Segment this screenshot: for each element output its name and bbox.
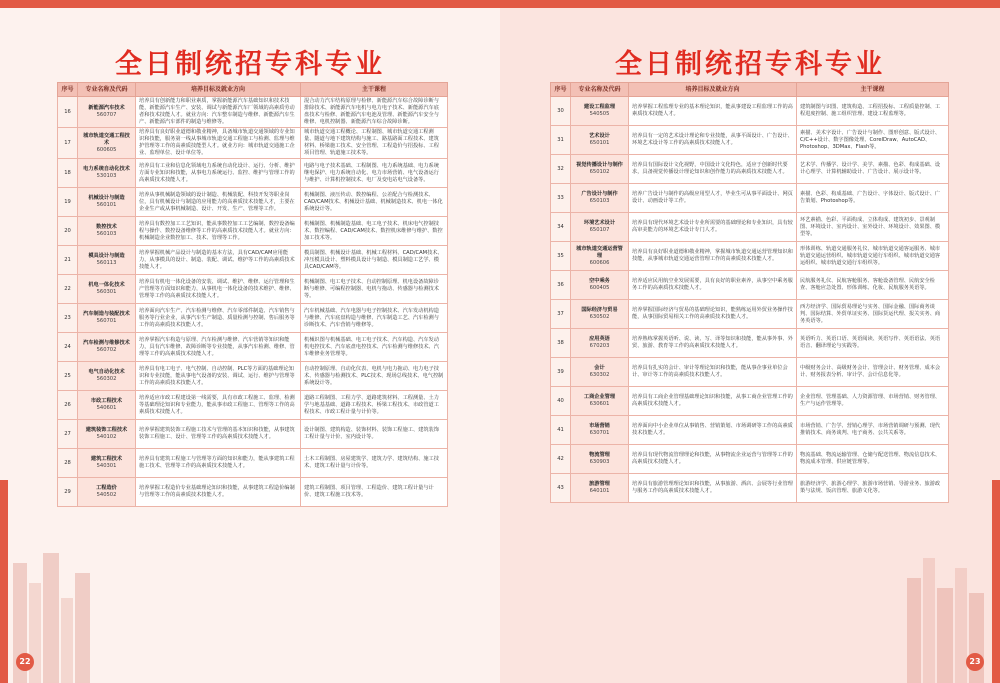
major-name-cell	[78, 333, 136, 362]
target-text: 培养适应市政工程建设第一线需要，具有市政工程施工、监理、检测等基础理论知识和专业能力，能从事市政工程施工、管理等工作的高素质技术技能人才。	[136, 391, 301, 420]
major-name: 机械设计与制造	[88, 195, 125, 201]
major-name: 新能源汽车技术	[88, 105, 125, 111]
courses-text: 设计制图、建筑构造、装饰材料、装饰工程施工、建筑装饰工程计量与计价、室内设计等。	[301, 420, 448, 449]
row-number: 31	[551, 126, 571, 155]
target-text: 培养具有数控加工工艺知识，能从事数控加工工艺编制、数控设备编程与操作、数控设备维修等工作的高素质技术技能人才。就业方向：机械制造企业数控加工、技术、管理等工作。	[136, 217, 301, 246]
row-number: 27	[58, 420, 78, 449]
table-header	[58, 83, 448, 97]
courses-text: 建筑工程制图、项目管理、工程造价、建筑工程计量与计价、建筑工程施工技术等。	[301, 478, 448, 507]
courses-text: 建筑制图与识图、建筑构造、工程招投标、工程质量控制、工程进度控制、施工组织管理、建设工程监理等。	[797, 97, 949, 126]
major-name-cell	[571, 242, 629, 271]
target-text: 培养面向汽车生产、汽车检测与维修、汽车零部件制造、汽车销售与服务等行业企业，从事汽车生产制造、质量检测与控制、售后服务等工作的高素质技术技能人才。	[136, 304, 301, 333]
major-code: 650107	[589, 227, 610, 233]
major-code: 540301	[96, 463, 117, 469]
row-number: 17	[58, 128, 78, 159]
row-number: 26	[58, 391, 78, 420]
major-name: 艺术设计	[589, 133, 610, 139]
row-number: 43	[551, 474, 571, 503]
target-text: 培养广告设计与制作的高级应用型人才，毕业生可从事平面设计、网页设计、动画设计等工作。	[629, 184, 797, 213]
table-row	[58, 97, 448, 128]
row-number: 24	[58, 333, 78, 362]
target-text: 培养适应民用航空业发展需要，具有良好的职业素养，从事空中乘务服务工作的高素质技术技能人才。	[629, 271, 797, 300]
target-text: 培养具有电工电子、电气控制、自动控制、PLC等方面的基础理论知识和专业技能，能从事电气设备的安装、调试、运行、维护与管理等工作的高素质技术技能人才。	[136, 362, 301, 391]
target-text: 培养具有现代环境艺术设计专业所需要的基础理论和专业知识，具有较高审美能力的环境艺术设计专门人才。	[629, 213, 797, 242]
table-header	[551, 83, 949, 97]
page-number: 22	[16, 653, 34, 671]
courses-text: 土木工程制图、房屋建筑学、建筑力学、建筑结构、施工技术、建筑工程计量与计价等。	[301, 449, 448, 478]
major-code: 540502	[96, 492, 117, 498]
table-row	[551, 416, 949, 445]
courses-text: 素描、色彩、构成基础、广告设计、字体设计、版式设计、广告策划、Photoshop等。	[797, 184, 949, 213]
table-row	[58, 188, 448, 217]
major-name-cell	[571, 445, 629, 474]
major-code: 600605	[96, 146, 117, 153]
major-name: 国际经济与贸易	[581, 307, 618, 313]
major-name: 模具设计与制造	[88, 253, 125, 259]
major-name: 工程造价	[96, 485, 117, 491]
major-code: 670203	[589, 343, 610, 349]
major-name-cell	[571, 329, 629, 358]
target-text: 培养掌握机械产品设计与制造的基本方法，具有CAD/CAM应用能力，从事模具的设计、制造、装配、调试、维护等工作的高素质技术技能人才。	[136, 246, 301, 275]
major-code: 650103	[589, 198, 610, 204]
courses-text: 机械制图、液压传动、数控编程、公差配合与检测技术、CAD/CAM技术、机械设计基础、机械制造技术、机电一体化系统设计等。	[301, 188, 448, 217]
major-code: 560302	[96, 376, 117, 382]
courses-text: 形体训练、轨道交通服务礼仪、城市轨道交通客运服务、城市轨道交通运营组织、城市轨道交通行车组织、城市轨道交通客运组织、城市轨道交通行车组织等。	[797, 242, 949, 271]
target-text: 培养掌握汽车构造与原理、汽车检测与维修、汽车营销等知识和能力，具有汽车维修、故障诊断等专业技能，从事汽车检测、维修、管理等工作的高素质技术技能人才。	[136, 333, 301, 362]
major-name-cell	[571, 416, 629, 445]
courses-text: 机械制图、电工电子技术、自动控制原理、机电设备故障诊断与维修、可编程控制器、电机与拖动、传感器与检测技术等。	[301, 275, 448, 304]
major-name-cell	[78, 420, 136, 449]
major-code: 540601	[96, 405, 117, 411]
major-code: 560103	[96, 231, 117, 237]
major-name-cell	[571, 387, 629, 416]
major-code: 650101	[589, 140, 610, 146]
major-name-cell	[78, 449, 136, 478]
row-number: 18	[58, 159, 78, 188]
row-number: 36	[551, 271, 571, 300]
table-row	[58, 275, 448, 304]
table-row	[58, 304, 448, 333]
table-row	[551, 445, 949, 474]
top-stripe	[0, 0, 500, 8]
page-title: 全日制统招专科专业	[115, 49, 385, 80]
major-name: 旅游管理	[589, 481, 610, 487]
major-name-cell	[78, 304, 136, 333]
major-name: 物流管理	[589, 452, 610, 458]
target-text: 培养具有良好职业道德和敬业精神，具备城市轨道交通领域的专业知识和技能，服务第一线从事城市轨道交通工程施工与检测、监理与维护管理等工作的高素质技能型人才。就业方向：城市轨道交通施工企业、监理单位、设计单位等。	[136, 128, 301, 159]
courses-text: 物流基础、物流运输管理、仓储与配送管理、物流信息技术、物流成本管理、供应链管理等。	[797, 445, 949, 474]
row-number: 39	[551, 358, 571, 387]
major-name: 汽车检测与维修技术	[83, 340, 130, 346]
target-text: 培养具有国际设计文化视野，中国设计文化特色，适应于创新时代要求，具备视觉传播设计理论知识和创作能力的高素质技术技能人才。	[629, 155, 797, 184]
table-row	[58, 420, 448, 449]
major-name-cell	[78, 128, 136, 159]
page-number: 23	[966, 653, 984, 671]
target-text: 培养具有扎实的会计、审计等理论知识和技能，能从事企事业单位会计、审计等工作的高素质技术技能人才。	[629, 358, 797, 387]
major-name-cell	[571, 213, 629, 242]
header-target: 培养目标及就业方向	[136, 83, 301, 97]
major-code: 530103	[96, 173, 117, 179]
table-row	[551, 213, 949, 242]
row-number: 16	[58, 97, 78, 128]
table-row	[58, 246, 448, 275]
target-text: 培养掌握工程监理专业的基本理论知识，能从事建设工程监理工作的高素质技术技能人才。	[629, 97, 797, 126]
major-code: 600405	[589, 285, 610, 291]
row-number: 42	[551, 445, 571, 474]
right-page	[500, 0, 1000, 683]
table-row	[551, 184, 949, 213]
target-text: 培养具有旅游管理理论知识和技能，从事旅游、酒店、会展等行业管理与服务工作的高素质技术技能人才。	[629, 474, 797, 503]
target-text: 培养具有良好职业道德和敬业精神，掌握城市轨道交通运营管理知识和技能，从事城市轨道交通运营管理工作的高素质技术技能人才。	[629, 242, 797, 271]
major-name: 市场营销	[589, 423, 610, 429]
row-number: 25	[58, 362, 78, 391]
target-text: 培养具有工业和信息化领域电力系统自动化设计、运行、分析、维护方面专业知识和技能，从事电力系统运行、监控、维护与管理工作的高素质技术技能人才。	[136, 159, 301, 188]
major-name: 建设工程监理	[583, 104, 616, 110]
major-code: 560702	[96, 347, 117, 353]
row-number: 35	[551, 242, 571, 271]
major-code: 650102	[589, 169, 610, 175]
table-row	[551, 300, 949, 329]
table-row	[551, 387, 949, 416]
table-row	[551, 242, 949, 271]
table-row	[58, 449, 448, 478]
table-row	[58, 128, 448, 159]
row-number: 33	[551, 184, 571, 213]
major-name-cell	[571, 184, 629, 213]
target-text: 培养具有现代物流管理理论和技能，从事物流企业运营与管理等工作的高素质技术技能人才。	[629, 445, 797, 474]
major-code: 640101	[589, 488, 610, 494]
row-number: 37	[551, 300, 571, 329]
row-number: 32	[551, 155, 571, 184]
major-name-cell	[571, 474, 629, 503]
major-name-cell	[78, 478, 136, 507]
major-code: 560113	[96, 260, 117, 266]
courses-text: 西方经济学、国际贸易理论与实务、国际金融、国际商务谈判、国际结算、外贸单证实务、国际货运代理、报关实务、商务英语等。	[797, 300, 949, 329]
target-text: 培养具有工商企业管理基础理论知识和技能，从事工商企业管理工作的高素质技术技能人才。	[629, 387, 797, 416]
header-no: 序号	[58, 83, 78, 97]
target-text: 培养掌握国际经济与贸易的基础理论知识，能熟练运用外贸业务操作技能，从事国际贸易相关工作的高素质技术技能人才。	[629, 300, 797, 329]
major-name: 汽车制造与装配技术	[83, 311, 130, 317]
major-code: 630701	[589, 430, 610, 436]
table-row	[58, 478, 448, 507]
target-text: 培养熟练掌握英语听、说、读、写、译等知识和技能，能从事外事、外贸、旅游、教育等工作的高素质技术技能人才。	[629, 329, 797, 358]
major-name-cell	[571, 126, 629, 155]
major-code: 630903	[589, 459, 610, 465]
courses-text: 机械识图与机械基础、电工电子技术、汽车构造、汽车发动机电控技术、汽车底盘电控技术、汽车检测与维修技术、汽车维修业务管理等。	[301, 333, 448, 362]
major-name: 电气自动化技术	[88, 369, 125, 375]
major-code: 600606	[589, 259, 610, 266]
target-text: 培养从事机械制造领域的设计制造、机械装配、科技开发等职业岗位，具有机械设计与制造的应用能力的高素质技术技能人才，主要在企业生产或从事机械制造、设计、开发、生产、管理等工作。	[136, 188, 301, 217]
major-name-cell	[571, 271, 629, 300]
table-row	[551, 474, 949, 503]
courses-text: 英语听力、英语口语、英语阅读、英语写作、英语语法、英语语音、翻译理论与实践等。	[797, 329, 949, 358]
major-name: 机电一体化技术	[88, 282, 125, 288]
major-name: 城市轨道交通工程技术	[83, 132, 130, 146]
table-row	[58, 217, 448, 246]
table-row	[58, 333, 448, 362]
majors-table	[550, 82, 949, 503]
major-name: 建筑工程技术	[90, 456, 123, 462]
courses-text: 企业管理、管理基础、人力资源管理、市场营销、财务管理、生产与运作管理等。	[797, 387, 949, 416]
table-row	[58, 362, 448, 391]
courses-text: 混合动力汽车结构原理与检修、新能源汽车综合故障诊断与排除技术、新能源汽车电机与电力电子技术、新能源汽车底盘技术与检修、新能源汽车电池及管理、新能源汽车安全与维修、电机控制器、新能源汽车综合故障诊断。	[301, 97, 448, 128]
major-code: 630502	[589, 314, 610, 320]
row-number: 41	[551, 416, 571, 445]
major-name-cell	[78, 275, 136, 304]
table-row	[58, 159, 448, 188]
major-name-cell	[78, 217, 136, 246]
major-name-cell	[78, 159, 136, 188]
major-name: 市政工程技术	[90, 398, 123, 404]
header-target: 培养目标及就业方向	[629, 83, 797, 97]
courses-text: 素描、美术字设计、广告设计与制作、图形创意、版式设计、C/C++设计、数字图像处理、CorelDraw、AutoCAD、Photoshop、3DMax、Flash等。	[797, 126, 949, 155]
major-code: 560707	[96, 112, 117, 118]
target-text: 培养具有建筑工程施工与管理等方面的知识和能力，能从事建筑工程施工技术、管理等工作的高素质技术技能人才。	[136, 449, 301, 478]
courses-text: 民航服务礼仪、民航客舱服务、客舱设备管理、民航安全检查、客舱应急处置、形体训练、化妆、民航服务英语等。	[797, 271, 949, 300]
table-row	[551, 271, 949, 300]
row-number: 30	[551, 97, 571, 126]
major-name: 电力系统自动化技术	[83, 166, 130, 172]
courses-text: 汽车机械基础、汽车电器与电子控制技术、汽车发动机构造与维修、汽车底盘构造与维修、汽车制造工艺、汽车检测与诊断技术、汽车营销与维修等。	[301, 304, 448, 333]
row-number: 22	[58, 275, 78, 304]
header-no: 序号	[551, 83, 571, 97]
major-name-cell	[78, 188, 136, 217]
courses-text: 旅游经济学、旅游心理学、旅游市场营销、导游业务、旅游政策与法规、饭店管理、旅游文化等。	[797, 474, 949, 503]
major-name: 数控技术	[96, 224, 117, 230]
major-name: 城市轨道交通运营管理	[576, 245, 623, 259]
major-code: 560101	[96, 202, 117, 208]
row-number: 20	[58, 217, 78, 246]
major-name-cell	[571, 155, 629, 184]
header-courses: 主干课程	[301, 83, 448, 97]
major-name-cell	[571, 97, 629, 126]
courses-text: 环艺素描、色彩、平面构成、立体构成、建筑初步、景观制图、环境设计、室内设计、室外设计、环境设计、效果图、模型等。	[797, 213, 949, 242]
row-number: 23	[58, 304, 78, 333]
header-name: 专业名称及代码	[78, 83, 136, 97]
row-number: 28	[58, 449, 78, 478]
row-number: 21	[58, 246, 78, 275]
target-text: 培养面向中小企业单位从事销售、营销策划、市场调研等工作的高素质技术技能人才。	[629, 416, 797, 445]
courses-text: 模具制图、机械设计基础、机械工程材料、CAD/CAM技术、冲压模具设计、塑料模具设计与制造、模具制造工艺学、模具CAD/CAM等。	[301, 246, 448, 275]
side-bar	[0, 480, 8, 683]
courses-text: 艺术学、传播学、设计学、美学、素描、色彩、构成基础、设计心理学、计算机辅助设计、广告设计、展示设计等。	[797, 155, 949, 184]
row-number: 40	[551, 387, 571, 416]
major-name: 应用英语	[589, 336, 610, 342]
table-row	[58, 391, 448, 420]
courses-text: 自动控制原理、自动化仪表、电机与电力拖动、电力电子技术、传感器与检测技术、PLC技术、现场总线技术、电气控制系统设计等。	[301, 362, 448, 391]
top-stripe	[500, 0, 1000, 8]
major-name-cell	[571, 358, 629, 387]
table-row	[551, 97, 949, 126]
major-name-cell	[78, 97, 136, 128]
header-courses: 主干课程	[797, 83, 949, 97]
major-name: 视觉传播设计与制作	[576, 162, 623, 168]
major-name: 会计	[594, 365, 605, 371]
major-code: 560301	[96, 289, 117, 295]
row-number: 19	[58, 188, 78, 217]
target-text: 培养掌握工程造价专业基础理论知识和技能，从事建筑工程造价编制与管理等工作的高素质技术技能人才。	[136, 478, 301, 507]
major-code: 560701	[96, 318, 117, 324]
major-name-cell	[78, 246, 136, 275]
courses-text: 机械制图、机械制造基础、电工电子技术、机床电气控制技术、数控编程、CAD/CAM技术、数控机床维修与维护、数控加工技术等。	[301, 217, 448, 246]
row-number: 38	[551, 329, 571, 358]
major-code: 540505	[589, 111, 610, 117]
table-row	[551, 329, 949, 358]
courses-text: 电路与电子技术基础、工程制图、电力系统基础、电力系统继电保护、电力系统自动化、电力市场营销、电气设备运行与维护、计算机控制技术、电厂及变电站电气设备等。	[301, 159, 448, 188]
row-number: 34	[551, 213, 571, 242]
major-name-cell	[78, 391, 136, 420]
major-code: 630601	[589, 401, 610, 407]
target-text: 培养具有机电一体化设备的安装、调试、维护、维修、运行管理和生产管理等方面知识和能力，从事机电一体化设备的技术维护、维修、管理等工作的高素质技术技能人才。	[136, 275, 301, 304]
target-text: 培养具有一定的艺术设计理论和专业技能，从事平面设计、广告设计、环境艺术设计等工作的高素质技术技能人才。	[629, 126, 797, 155]
major-name: 环境艺术设计	[583, 220, 616, 226]
majors-table	[57, 82, 448, 507]
major-name: 广告设计与制作	[581, 191, 618, 197]
table-row	[551, 155, 949, 184]
major-name-cell	[571, 300, 629, 329]
courses-text: 城市轨道交通工程概论、工程制图、城市轨道交通工程测量、隧道与地下建筑结构与施工、路基路面工程技术、建筑材料、桥梁施工技术、安全管理、工程造价与招投标、工程项目管理、轨道施工技术等。	[301, 128, 448, 159]
row-number: 29	[58, 478, 78, 507]
target-text: 培养具有创新能力和职业素质，掌握新能源汽车基础知识和技术技能，新能源汽车生产、安装、调试与新能源汽车厂领域的高素质劳动者和技术技能人才。就业方向：汽车整车制造与维修、新能源汽车生产、新能源汽车部件的制造与维修等。	[136, 97, 301, 128]
major-name-cell	[78, 362, 136, 391]
table-row	[551, 126, 949, 155]
courses-text: 中级财务会计、高级财务会计、管理会计、财务管理、成本会计、财务报表分析、审计学、会计信息化等。	[797, 358, 949, 387]
courses-text: 市场营销、广告学、营销心理学、市场营销调研与预测、现代推销技术、商务谈判、电子商务、公共关系等。	[797, 416, 949, 445]
target-text: 培养掌握建筑装饰工程施工技术与管理的基本知识和技能，从事建筑装饰工程施工、设计、管理等工作的高素质技术技能人才。	[136, 420, 301, 449]
major-code: 630302	[589, 372, 610, 378]
table-row	[551, 358, 949, 387]
page-title: 全日制统招专科专业	[615, 49, 885, 80]
header-name: 专业名称及代码	[571, 83, 629, 97]
major-name: 建筑装饰工程技术	[85, 427, 128, 433]
side-bar	[992, 480, 1000, 683]
major-code: 540102	[96, 434, 117, 440]
courses-text: 道路工程制图、工程力学、道路建筑材料、工程测量、土力学与地基基础、道路工程技术、桥梁工程技术、市政管道工程技术、市政工程计量与计价等。	[301, 391, 448, 420]
major-name: 工商企业管理	[583, 394, 616, 400]
major-name: 空中乘务	[589, 278, 610, 284]
